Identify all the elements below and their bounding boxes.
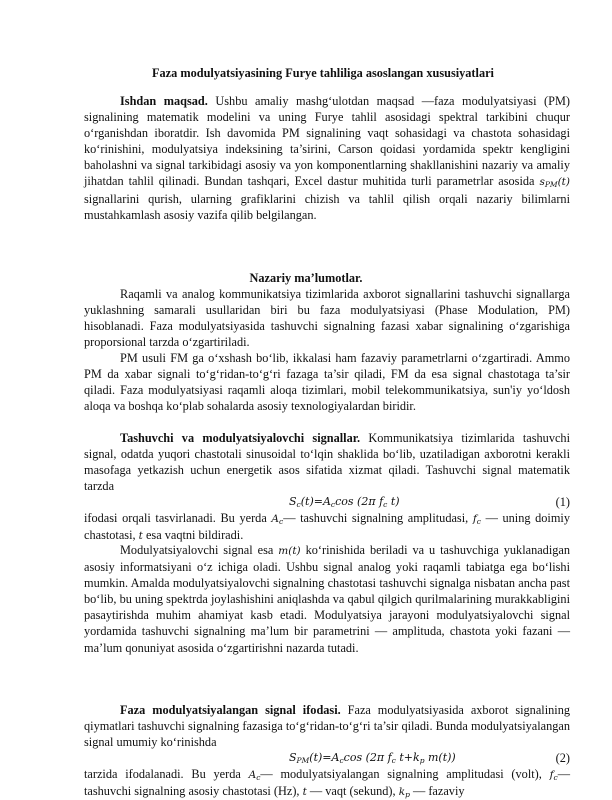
m-of-t-symbol: m(t) (278, 545, 301, 557)
document-title: Faza modulyatsiyasining Furye tahliliga asoslangan xususiyatlari (152, 66, 494, 80)
equation-1-formula: $S_c(t)=A_c\cos$ (2π $f_c$ t) (289, 495, 400, 509)
equation-1-number: (1) (555, 495, 570, 509)
aim-text-b: signallarini qurish, ularning grafiklarini chizish va tahlil qilish orqali nazariy bilimlarni mustahkamlash asosiy vazifa qilib belgilangan. (84, 191, 570, 222)
paragraph-modulating-signal: Modulyatsiyalovchi signal esa m(t) ko‘rinishida beriladi va u tashuvchiga yuklanadigan asosiy informatsiyani o‘z ichiga oladi. Ushbu signal analog yoki raqamli tabiatga ega bo‘lishi mumkin. Amalda modulyatsiyalovchi signalning chastotasi tashuvchi signalga nisbatan ancha past bo‘lib, bu uning spektrda joylashishini aniqlashda va qabul qilgich qurilmalarining murakkabligini pasaytirishda muhim ahamiyat kasb etadi. Modulyatsiya jarayoni modulyatsiyalovchi signal yordamida tashuvchi signalning ma’lum bir parametrini — amplituda, chastota yoki fazani — ma’lum qonuniyat asosida o‘zgartirishni nazarda tutadi. (84, 543, 570, 655)
equation-2-number: (2) (555, 751, 570, 765)
equation-1 (84, 494, 570, 511)
spm-symbol: $s_{PM}(t)$ (539, 176, 570, 190)
paragraph-pm-intro: Raqamli va analog kommunikatsiya tizimlarida axborot signallarini tashuvchi signallarga yuklashning samarali usullaridan biri bu faza modulyatsiyasi (Phase Modulation, PM) hisoblanadi. Faza modulyatsiyasida tashuvchi signalning fazasi xabar signalining o‘zgarishiga proporsional tarzda o‘zgartiriladi. (84, 287, 570, 350)
equation-2 (84, 750, 570, 767)
carrier-signals-label: Tashuvchi va modulyatsiyalovchi signallar. (120, 431, 361, 445)
pm-expression-label: Faza modulyatsiyalangan signal ifodasi. (120, 703, 341, 717)
paragraph-carrier-symbols: ifodasi orqali tasvirlanadi. Bu yerda $A_c—$ tashuvchi signalning amplitudasi, $f_c$ — uning doimiy chastotasi, t esa vaqtni bildiradi. (84, 511, 570, 543)
paragraph-pm-expression (84, 702, 570, 750)
theory-heading: Nazariy ma’lumotlar. (249, 271, 363, 285)
aim-paragraph (84, 93, 570, 223)
aim-text-a: Ushbu amaliy mashg‘ulotdan maqsad —faza modulyatsiyasi (PM) signalining matematik modelini va uning Furye tahlil asosidagi spektral tarkibini chuqur o‘rganishdan iboratdir. Ish davomida PM signalining vaqt sohasidagi va chastota sohasidagi ko‘rinishini, modulyatsiya indeksining ta’sirini, Carson qoidasi yordamida spektr kengligini baholashni va signal tarkibidagi asosiy va yon komponentlarning shakllanishini nazariy va amaliy jihatdan tahlil qilinadi. Bundan tashqari, Excel dastur muhitida turli parametrlar asosida (84, 94, 571, 189)
equation-2-formula: $S_{PM}(t)=A_c\cos$ (2π $f_c$ $t+k_p$ m(t)) (289, 751, 456, 765)
pm-expression-text: Faza modulyatsiyasida axborot signalining qiymatlari tashuvchi signalning fazasiga to‘g‘ridan-to‘g‘ri ta’sir qiladi. Bunda modulyatsiyalangan signal umumiy ko‘rinishda (84, 703, 570, 750)
paragraph-pm-symbols: tarzida ifodalanadi. Bu yerda $A_c—$ modulyatsiyalangan signalning amplitudasi (volt), $f_c—$ tashuvchi signalning asosiy chastotasi (Hz), t — vaqt (sekund), $k_p$ — fazaviy (84, 767, 570, 800)
carrier-signals-text: Kommunikatsiya tizimlarida tashuvchi signal, odatda yuqori chastotali sinusoidal to‘lqin shaklida bo‘lib, uzatiladigan axborotni kerakli masofaga yetkazish uchun energetik asos sifatida xizmat qiladi. Tashuvchi signal matematik tarzda (84, 431, 570, 494)
paragraph-carrier-signals (84, 430, 570, 494)
aim-label: Ishdan maqsad. (120, 94, 208, 108)
paragraph-pm-vs-fm: PM usuli FM ga o‘xshash bo‘lib, ikkalasi ham fazaviy parametrlarni o‘zgartiradi. Ammo PM da xabar signali to‘g‘ridan-to‘g‘ri fazaga ta’sir qiladi, FM da esa signal chastotaga ta’sir qiladi. Faza modulyatsiyasi raqamli aloqa tizimlari, mobil telekommunikatsiya, sun'iy yo‘ldosh aloqa va boshqa ko‘plab sohalarda asosiy texnologiyalardan biridir. (84, 351, 570, 414)
